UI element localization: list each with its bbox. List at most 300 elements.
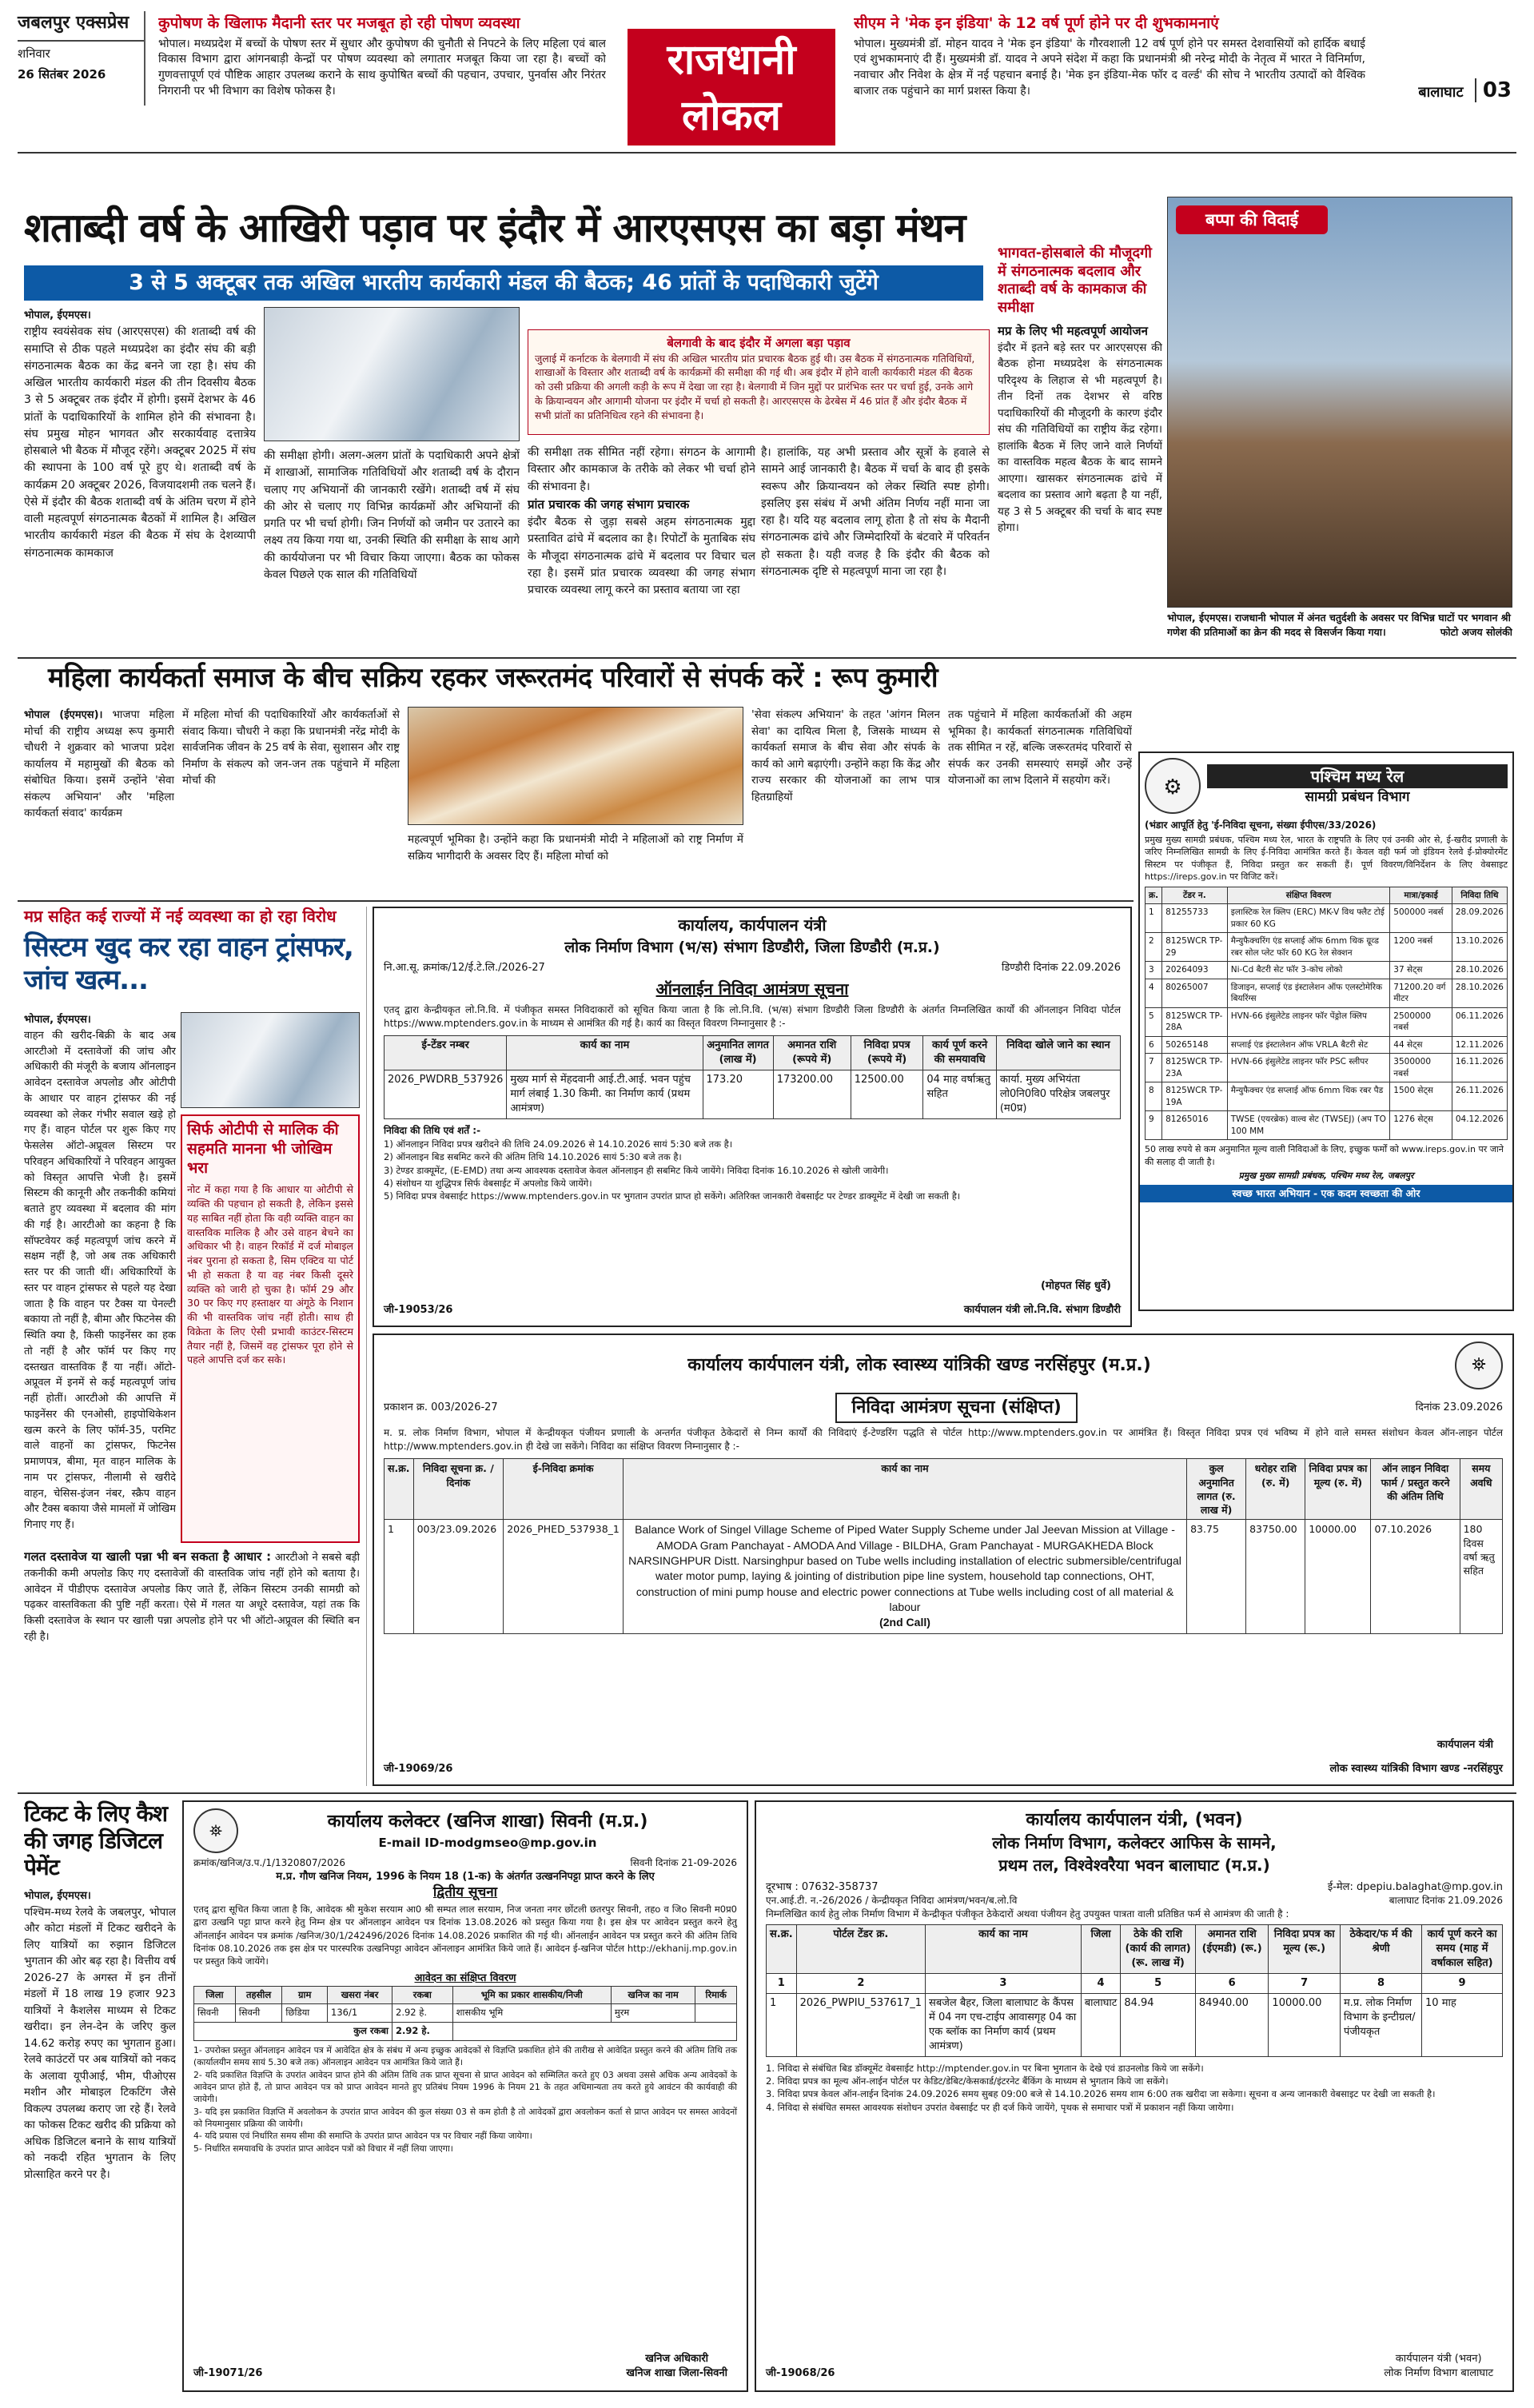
balaghat-header-cell-4: जिला (1081, 1925, 1121, 1974)
railway-cell: 5 (1146, 1007, 1162, 1036)
seoni-cell-1: सिवनी (194, 2004, 236, 2023)
railway-cell: 6 (1146, 1036, 1162, 1053)
narsinghpur-signer-dept: लोक स्वास्थ्य यांत्रिकी विभाग खण्ड -नरसिंहपुर (1329, 1763, 1503, 1776)
narsinghpur-cell-9: 180 दिवस वर्षा ऋतु सहित (1460, 1520, 1502, 1633)
vahan-body-2: आरटीओ ने सबसे बड़ी तकनीकी कमी अपलोड किए गए दस्तावेजों की वास्तविक जांच नहीं होने को बताया है। आवेदन में पीडीएफ दस्तावेज अपलोड किए जाते हैं, लेकिन सिस्टम उनकी सामग्री को पढ़कर वास्तविकता की पुष्टि नहीं करता। ऐसे में गलत या अधूरे दस्तावेज, यहां तक कि किसी दस्तावेज के स्थान पर खाली पन्ना अपलोड होने पर भी ऑटो-अप्रूवल की स्थिति बन रही है। (24, 1552, 360, 1643)
balaghat-header-cell-1: स.क्र. (767, 1925, 797, 1974)
balaghat-note-1: 1. निविदा से संबंधित बिड डॉक्यूमेंट वेबसाईट http://mptender.gov.in पर बिना भुगतान के देखे एवं डाउनलोड किये जा सकेंगे। (766, 2062, 1204, 2074)
paper-name: जबलपुर एक्सप्रेस (18, 11, 144, 42)
railway-row (1146, 1111, 1508, 1140)
dindori-signer: (मोहपत सिंह धुर्वे) (1040, 1280, 1111, 1293)
logo-line-1: राजधानी (667, 36, 796, 84)
railway-cell: 8 (1146, 1082, 1162, 1111)
balaghat-office: कार्यालय कार्यपालन यंत्री, (भवन) (1026, 1810, 1243, 1830)
railway-cell: Ni-Cd बैटरी सेट फॉर 3-कोच लोको (1227, 962, 1390, 979)
balaghat-column-number-2: 2 (796, 1973, 925, 1993)
railway-cell: 12.11.2026 (1452, 1036, 1507, 1053)
railway-cell: 1 (1146, 904, 1162, 933)
dindori-header-cell-7: निविदा खोले जाने का स्थान (996, 1036, 1120, 1070)
rule-4 (18, 1792, 1516, 1794)
balaghat-phone: दूरभाष : 07632-358737 (766, 1880, 879, 1893)
narsinghpur-cell-7: 10000.00 (1305, 1520, 1371, 1633)
railway-cell: मैन्युफैक्चर एंड सप्लाई ऑफ 6mm थिक रबर पैड (1227, 1082, 1390, 1111)
dindori-intro: एतद् द्वारा केन्द्रीयकृत लो.नि.वि. में पंजीकृत समस्त निविदाकारों को सूचित किया जाता है कि लो.नि.वि. (भ/स) संभाग डिण्डौरी जिला डिण्डौरी के अंतर्गत निम्नलिखित कार्यों की ऑनलाइन निविदा पोर्टल https://www.mptenders.gov.in के माध्यम से आमंत्रित की गई है। कार्य का विस्तृत विवरण निम्नानुसार है :- (384, 1004, 1121, 1030)
seoni-title: द्वितीय सूचना (432, 1884, 498, 1901)
balaghat-cell-7: 10000.00 (1269, 1993, 1341, 2056)
balaghat-column-number-9: 9 (1422, 1973, 1503, 1993)
balaghat-note-4: 4. निविदा से संबंधित समस्त आवश्यक संशोधन उपरांत वेबसाईट पर ही दर्ज किये जायेंगे, पृथक से समाचार पत्रों में प्रकाशन नहीं किया जायेगा। (766, 2101, 1234, 2113)
mahila-column-1 (24, 707, 174, 895)
vahan-photo (181, 1012, 360, 1108)
teaser-right-title: सीएम ने 'मेक इन इंडिया' के 12 वर्ष पूर्ण होने पर दी शुभकामनाएं (854, 14, 1219, 32)
seoni-rule: म.प्र. गौण खनिज नियम, 1996 के नियम 18 (1-क) के अंतर्गत उत्खननिपट्टा प्राप्त करने के लिए (276, 1870, 655, 1883)
balaghat-cell-1: 1 (767, 1993, 797, 2056)
masthead-dateblock (18, 11, 145, 106)
railway-cell: HVN-66 इंसुलेटेड लाइनर फॉर पेंड्रोल क्लिप (1227, 1007, 1390, 1036)
railway-row (1146, 979, 1508, 1007)
balaghat-header-cell-8: ठेकेदार/फ र्म की श्रेणी (1340, 1925, 1421, 1974)
balaghat-intro: निम्नलिखित कार्य हेतु लोक निर्माण विभाग में केन्द्रीकृत पंजीकृत ठेकेदारों अथवा पंजीयन हेतु उपयुक्त पात्रता वाली प्रतिष्ठित फर्म से आमंत्रण की जाती है : (766, 1908, 1289, 1920)
railway-cell: 50265148 (1162, 1036, 1228, 1053)
dindori-date: डिण्डौरी दिनांक 22.09.2026 (1001, 961, 1121, 974)
seoni-header-cell-2: तहसील (235, 1986, 282, 2004)
narsinghpur-cell-2: 003/23.09.2026 (413, 1520, 504, 1633)
railway-cell: 1276 सेट्स (1390, 1111, 1452, 1140)
balaghat-address: प्रथम तल, विश्वेश्वरैया भवन बालाघाट (म.प्र.) (998, 1855, 1270, 1875)
narsinghpur-code: जी-19069/26 (384, 1763, 453, 1776)
balaghat-header-cell-5: ठेके की राशि (कार्य की लागत) (रू. लाख में) (1121, 1925, 1196, 1974)
mahila-dateline: भोपाल (ईएमएस)। (24, 709, 103, 721)
dindori-cell-6: 04 माह वर्षाऋतु सहित (923, 1070, 996, 1119)
dindori-header-cell-4: अमानत राशि (रूपये में) (773, 1036, 851, 1070)
railway-cell: 2500000 नबर्स (1390, 1007, 1452, 1036)
vahan-box-body: नोट में कहा गया है कि आधार या ओटीपी से व्यक्ति की पहचान हो सकती है, लेकिन इससे यह साबित नहीं होता कि वही व्यक्ति वाहन का वास्तविक मालिक है और उसे वाहन बेचने का अधिकार भी है। वाहन रिकॉर्ड में दर्ज मोबाइल नंबर पुराना हो सकता है, सिम एक्टिव या पोर्ट भी हो सकता है या वह नंबर किसी दूसरे व्यक्ति को जारी हो चुका है। फॉर्म 29 और 30 पर किए गए हस्ताक्षर या अंगूठे के निशान की भी वास्तविक जांच नहीं होती। साथ ही विक्रेता के लिए ऐसी प्रभावी काउंटर-सिस्टम तैयार नहीं है, जिसमें वह ट्रांसफर पूरा होने से पहले आपत्ति दर्ज कर सके। (187, 1183, 353, 1366)
narsinghpur-title: निविदा आमंत्रण सूचना (संक्षिप्त) (835, 1393, 1077, 1423)
rss-meeting-photo (264, 307, 520, 441)
seoni-header-cell-7: खनिज का नाम (611, 1986, 695, 2004)
balaghat-dept: लोक निर्माण विभाग, कलेक्टर आफिस के सामने, (992, 1833, 1277, 1853)
balaghat-header-cell-7: निविदा प्रपत्र का मूल्य (रू.) (1269, 1925, 1341, 1974)
lead-side-text: इंदौर में इतने बड़े स्तर पर आरएसएस की बैठक होना मध्यप्रदेश के संगठनात्मक परिदृश्य के लिहाज से भी महत्वपूर्ण है। तीन दिनों तक देशभर से वरिष्ठ पदाधिकारियों की मौजूदगी के कारण इंदौर संघ की गतिविधियों का राष्ट्रीय केंद्र रहेगा। हालांकि बैठक में लिए जाने वाले निर्णयों का वास्तविक महत्व बैठक के बाद सामने आएगा। खासकर संगठनात्मक ढांचे में बदलाव का प्रस्ताव आगे बढ़ता है या नहीं, यह 3 से 5 अक्टूबर की चर्चा के बाद स्पष्ट होगा। (998, 341, 1162, 535)
narsinghpur-cell-5: 83.75 (1187, 1520, 1246, 1633)
lead-column-1 (24, 307, 256, 651)
vahan-body-1: वाहन की खरीद-बिक्री के बाद अब आरटीओ में दस्तावेजों की जांच और अधिकारी की मंजूरी के बजाय ऑनलाइन आवेदन दस्तावेज अपलोड और ओटीपी के आधार पर वाहन ट्रांसफर की नई व्यवस्था को लेकर गंभीर सवाल खड़े हो गए हैं। वाहन पोर्टल पर शुरू किए गए फेसलेस ऑटो-अप्रूवल सिस्टम पर परिवहन अधिकारियों ने परिवहन आयुक्त को विस्तृत आपत्ति भेजी है। इसमें सिस्टम की कानूनी और तकनीकी कमियां बताते हुए व्यवस्था में बदलाव की मांग की गई है। आरटीओ का कहना है कि सॉफ्टवेयर कई महत्वपूर्ण जांच करने में सक्षम नहीं है, जो अब तक अधिकारी स्तर पर की जाती थीं। अधिकारियों के स्तर पर वाहन ट्रांसफर से पहले यह देखा जाता है कि वाहन पर टैक्स या पेनल्टी बकाया तो नहीं है, बीमा और फिटनेस की स्थिति क्या है, किसी फाइनेंसर का हक तो नहीं है और फॉर्म पर किए गए दस्तखत वास्तविक हैं या नहीं। ऑटो-अप्रूवल में इनमें से कई महत्वपूर्ण जांच नहीं होतीं। आरटीओ की आपत्ति में फाइनेंसर की एनओसी, हाइपोथिकेशन खत्म करने के लिए फॉर्म-35, परमिट वाले वाहनों का ट्रांसफर, फिटनेस प्रमाणपत्र, बीमा, मृत वाहन मालिक के नाम पर ट्रांसफर, नीलामी से खरीदे वाहन, चेसिस-इंजन नंबर, स्क्रैप वाहन और टैक्स बकाया जैसे मामलों में जोखिम गिनाए गए हैं। (24, 1029, 176, 1531)
railway-intro: प्रमुख मुख्य सामग्री प्रबंधक, पश्चिम मध्य रेल, भारत के राष्ट्रपति के लिए एवं उनकी ओर से, ई-खरीद प्रणाली के जरिए निम्नलिखित सामग्री के लिए ई-निविदा आमंत्रित करते हैं। केवल वही फर्म जो इंडियन रेलवे ई-प्रोक्योरमेंट सिस्टम पर पंजीकृत हैं, निविदा प्रस्तुत कर सकती हैं। पूर्ण विवरण/विनिर्देशन के लिए वेबसाइट https://ireps.gov.in पर विजिट करें। (1145, 834, 1508, 883)
narsinghpur-cell-3: 2026_PHED_537938_1 (504, 1520, 624, 1633)
narsinghpur-header-cell-2: निविदा सूचना क्र. / दिनांक (413, 1459, 504, 1520)
railway-org: पश्चिम मध्य रेल (1207, 764, 1508, 788)
balaghat-column-number-4: 4 (1081, 1973, 1121, 1993)
mahila-column-4 (751, 707, 940, 895)
dindori-cell-2: मुख्य मार्ग से मेंहदवानी आई.टी.आई. भवन पहुंच मार्ग लंबाई 1.30 किमी. का निर्माण कार्य (प्रथम आमंत्रण) (507, 1070, 703, 1119)
teaser-left-body: भोपाल। मध्यप्रदेश में बच्चों के पोषण स्तर में सुधार और कुपोषण की चुनौती से निपटने के लिए महिला एवं बाल विकास विभाग द्वारा आंगनबाड़ी केन्द्रों पर पोषण व्यवस्था को लगातार मजबूत किया जा रहा है। बच्चों को गुणवत्तापूर्ण एवं पौष्टिक आहार उपलब्ध कराने के साथ कुपोषित बच्चों की पहचान, उपचार, पुनर्वास और निरंतर निगरानी पर भी विभाग का विशेष फोकस है। (158, 37, 606, 98)
narsinghpur-header-cell-5: कुल अनुमानित लागत (रु. लाख में) (1187, 1459, 1246, 1520)
teaser-left-title: कुपोषण के खिलाफ मैदानी स्तर पर मजबूत हो रही पोषण व्यवस्था (158, 14, 520, 32)
seoni-cell-7: मुरम (611, 2004, 695, 2023)
dindori-header-cell-5: निविदा प्रपत्र (रूपये में) (851, 1036, 923, 1070)
railway-cell: 3500000 नबर्स (1390, 1054, 1452, 1082)
vahan-highlight-box (181, 1114, 360, 1543)
issue-date: 26 सितंबर 2026 (18, 66, 106, 82)
seoni-emblem-icon: ⛯ (193, 1808, 238, 1853)
railway-note: 50 लाख रुपये से कम अनुमानित मूल्य वाली निविदाओं के लिए, इच्छुक फर्मों को www.ireps.gov.in पर जाने की सलाह दी जाती है। (1145, 1144, 1504, 1167)
dindori-signature (1041, 1279, 1111, 1294)
balaghat-cell-2: 2026_PWPIU_537617_1 (796, 1993, 925, 2056)
railway-row (1146, 933, 1508, 962)
mahila-col3-text: महत्वपूर्ण भूमिका है। उन्होंने कहा कि प्रधानमंत्री मोदी ने महिलाओं को राष्ट्र निर्माण में सक्रिय भागीदारी के अवसर दिए हैं। महिला मोर्चा को (408, 833, 743, 863)
narsinghpur-call-note: (2nd Call) (879, 1616, 930, 1629)
vahan-kicker: मप्र सहित कई राज्यों में नई व्यवस्था का हो रहा विरोध (24, 907, 337, 926)
narsinghpur-header-cell-9: समय अवधि (1460, 1459, 1502, 1520)
lead-column-2 (264, 448, 520, 649)
narsinghpur-cell-6: 83750.00 (1246, 1520, 1305, 1633)
balaghat-table-row (767, 1993, 1503, 2056)
teaser-left (158, 14, 606, 109)
narsinghpur-ref: प्रकाशन क्र. 003/2026-27 (384, 1401, 498, 1414)
lead-col1-text: राष्ट्रीय स्वयंसेवक संघ (आरएसएस) की शताब्दी वर्ष की समाप्ति से ठीक पहले मध्यप्रदेश का इंदौर संघ की बड़ी संगठनात्मक बैठक का केंद्र बनने जा रहा है। संघ की अखिल भारतीय कार्यकारी मंडल की तीन दिवसीय बैठक 3 से 5 अक्टूबर तक इंदौर में होगी। इसमें देशभर के 46 प्रांतों के पदाधिकारियों के शामिल होने की संभावना है। संघ प्रमुख मोहन भागवत और सरकार्यवाह दत्तात्रेय होसबाले भी बैठक में मौजूद रहेंगे। अक्टूबर 2025 में संघ की स्थापना के 100 वर्ष पूरे हुए थे। शताब्दी वर्ष के कार्यक्रम 20 अक्टूबर 2026, विजयादशमी तक चलने हैं। ऐसे में इंदौर की बैठक शताब्दी वर्ष के अंतिम चरण में होने वाली महत्वपूर्ण संगठनात्मक बैठकों में शामिल है। अखिल भारतीय कार्यकारी मंडल की बैठक में संघ के देशव्यापी संगठनात्मक कामकाज (24, 325, 256, 560)
lead-column-3 (528, 445, 755, 649)
balaghat-signature (1384, 2352, 1493, 2381)
seoni-header-cell-4: खसरा नंबर (328, 1986, 392, 2004)
dindori-dept: लोक निर्माण विभाग (भ/स) संभाग डिण्डौरी, जिला डिण्डौरी (म.प्र.) (564, 938, 940, 956)
seoni-code: जी-19071/26 (193, 2367, 263, 2380)
dindori-code: जी-19053/26 (384, 1304, 453, 1317)
narsinghpur-date: दिनांक 23.09.2026 (1415, 1401, 1503, 1414)
balaghat-table-numbers (767, 1973, 1503, 1993)
lead-col3b-text: इंदौर बैठक से जुड़ा सबसे अहम संगठनात्मक मुद्दा प्रस्तावित ढांचे में बदलाव का है। रिपोर्टों के मुताबिक संघ के मौजूदा संगठनात्मक ढांचे में बदलाव पर विचार चल रहा है। इसमें प्रांत प्रचारक व्यवस्था की जगह संभाग प्रचारक व्यवस्था लागू करने का प्रस्ताव बताया जा रहा (528, 516, 755, 597)
seoni-cell-8 (695, 2004, 737, 2023)
dindori-dates-title: निविदा की तिथि एवं शर्तें :- (384, 1125, 481, 1137)
railway-cell: 8125WCR TP-29 (1162, 933, 1228, 962)
dindori-title: ऑनलाईन निविदा आमंत्रण सूचना (655, 979, 849, 999)
railway-cell: 9 (1146, 1111, 1162, 1140)
vahan-column-1 (24, 1012, 176, 1543)
railway-header (1140, 753, 1512, 819)
balaghat-cell-6: 84940.00 (1195, 1993, 1269, 2056)
narsinghpur-cell-4: Balance Work of Singel Village Scheme of Piped Water Supply Scheme under Jal Jeevan Mission at Village - AMODA Gram Panchayat - AMODA And Village - BILDHA, Gram Panchayat - MURGAKHEDA Block NARSINGHPUR Distt. Narsinghpur based on Tube wells including installation of electric submersible/centrifugal water motor pump, laying & jointing of distribution pipe line system, household tap connections, OHT, construction of mini pump house and electric power connections at Tube wells including cost of all material & labour (2nd Call) (623, 1520, 1186, 1633)
teaser-right (854, 14, 1365, 134)
mahila-column-3 (408, 831, 743, 895)
lead-strap: 3 से 5 अक्टूबर तक अखिल भारतीय कार्यकारी मंडल की बैठक; 46 प्रांतों के पदाधिकारी जुटेंगे (24, 265, 983, 301)
railway-table-body (1146, 904, 1508, 1140)
dindori-cell-3: 173.20 (703, 1070, 773, 1119)
dindori-cell-7: कार्या. मुख्य अभियंता लो0नि0वि0 परिक्षेत्र जबलपुर (म0प्र) (996, 1070, 1120, 1119)
seoni-cell-5: 2.92 हे. (392, 2004, 453, 2023)
balaghat-column-number-3: 3 (926, 1973, 1082, 1993)
railway-cell: सप्लाई एंड इंस्टालेशन ऑफ VRLA बैटरी सेट (1227, 1036, 1390, 1053)
balaghat-notes (766, 2062, 1503, 2114)
lead-col2-text: की समीक्षा होगी। अलग-अलग प्रांतों के पदाधिकारी अपने क्षेत्रों में शाखाओं, सामाजिक गतिविधियों और शताब्दी वर्ष के दौरान चलाए गए अभियानों की जानकारी रखेंगे। शताब्दी वर्ष में संघ की ओर से चलाए गए विभिन्न कार्यक्रमों और अभियानों की प्रगति पर भी चर्चा होगी। जिन निर्णयों को जमीन पर उतारने का लक्ष्य तय किया गया था, उनकी स्थिति की समीक्षा के साथ आगे की कार्ययोजना पर भी विचार किया जाएगा। बैठक का फोकस केवल पिछले एक साल की गतिविधियों (264, 449, 520, 581)
seoni-conditions (193, 2044, 737, 2155)
dindori-header-cell-2: कार्य का नाम (507, 1036, 703, 1070)
narsinghpur-signer-title: कार्यपालन यंत्री (1436, 1739, 1493, 1752)
ticket-headline: टिकट के लिए कैश की जगह डिजिटल पेमेंट (24, 1800, 167, 1881)
lead-dateline: भोपाल, ईएमएस। (24, 309, 91, 321)
dindori-signer-title: कार्यपालन यंत्री लो.नि.वि. संभाग डिण्डौरी (963, 1304, 1121, 1317)
seoni-body: एतद् द्वारा सूचित किया जाता है कि, आवेदक श्री मुकेश सरयाम आ0 श्री सम्पत लाल सरयाम, निज जनता नगर छोंटली छतरपुर सिवनी, तहo व जिo सिवनी म0प्र0 द्वारा उत्खनि पट्टा प्राप्त करने हेतु निम्न क्षेत्र पर ऑनलाइन आवेदन पत्र दिनांक 13.08.2026 को प्रस्तुत किया गया है। इस क्षेत्र पर आवेदन प्रस्तुत करने हेतु ऑनलाईन आवेदन पत्र क्रमांक /खनिज/30/1/242496/2026 दिनांक 14.08.2026 प्रकाशित की गई थी। ऑनलाईन आवेदन पत्र प्रस्तुत करने की अंतिम तिथि दिनांक 08.10.2026 तक इस क्षेत्र पर पारस्परिक उत्खनिपट्टा आवेदन ऑनलाइन आमंत्रित किये जाते हैं। आवेदन ई-खनिज पोर्टल http://ekhanij.mp.gov.in पर प्रस्तुत किये जायेंगे। (193, 1903, 737, 1967)
dindori-table-header (384, 1036, 1121, 1070)
balaghat-tender-ad (755, 1800, 1514, 2392)
balaghat-signer-dept: लोक निर्माण विभाग बालाघाट (1384, 2367, 1493, 2380)
narsinghpur-header-cell-3: ई-निविदा क्रमांक (504, 1459, 624, 1520)
balaghat-ref: एन.आई.टी. न.-26/2026 / केन्द्रीयकृत निविदा आमंत्रण/भवन/ब.लो.वि (766, 1895, 1018, 1907)
seoni-condition-3: 3- यदि इस प्रकाशित विज्ञप्ति में अवलोकन के उपरांत प्राप्त आवेदन की कुल संख्या 03 से कम होती है तो आवेदकों द्वारा अवलोकन कर्ता से प्राप्त आवेदन पर समस्त आवेदनों को नियमानुसार प्रक्रिया की जायेगी। (193, 2106, 737, 2130)
seoni-cell-6: शासकीय भूमि (452, 2004, 611, 2023)
dindori-header-cell-1: ई-टेंडर नम्बर (384, 1036, 507, 1070)
balaghat-cell-9: 10 माह (1422, 1993, 1503, 2056)
narsinghpur-cell-1: 1 (384, 1520, 414, 1633)
railway-cell: TWSE (एयरब्रेक) वाल्व सेट (TWSEJ) (अप TO 100 MM (1227, 1111, 1390, 1140)
balaghat-column-number-6: 6 (1195, 1973, 1269, 1993)
railway-slogan: स्वच्छ भारत अभियान - एक कदम स्वच्छता की ओर (1140, 1185, 1512, 1202)
railway-row (1146, 904, 1508, 933)
railway-cell: 8125WCR TP-19A (1162, 1082, 1228, 1111)
railway-cell: 44 सेट्स (1390, 1036, 1452, 1053)
railway-cell: 3 (1146, 962, 1162, 979)
lead-side-title: भागवत-होसबाले की मौजूदगी में संगठनात्मक बदलाव और शताब्दी वर्ष के कामकाज की समीक्षा (998, 245, 1152, 316)
railway-cell: 20264093 (1162, 962, 1228, 979)
railway-cell: 81265016 (1162, 1111, 1228, 1140)
lead-headline: शताब्दी वर्ष के आखिरी पड़ाव पर इंदौर में आरएसएस का बड़ा मंथन (24, 205, 966, 251)
narsinghpur-table-header (384, 1459, 1503, 1520)
narsinghpur-header-cell-6: धरोहर राशि (रु. में) (1246, 1459, 1305, 1520)
balaghat-header-cell-3: कार्य का नाम (926, 1925, 1082, 1974)
seoni-cell-3: छिडिया (282, 2004, 328, 2023)
railway-cell: 8125WCR TP-28A (1162, 1007, 1228, 1036)
bappa-tag: बप्पा की विदाई (1176, 205, 1328, 234)
railway-cell: 37 सेट्स (1390, 962, 1452, 979)
railway-cell: 4 (1146, 979, 1162, 1007)
railway-cell: 28.10.2026 (1452, 979, 1507, 1007)
narsinghpur-header-cell-1: स.क्र. (384, 1459, 414, 1520)
mahila-column-5 (948, 707, 1132, 895)
railway-row (1146, 1054, 1508, 1082)
seoni-table (193, 1986, 737, 2042)
railway-row (1146, 962, 1508, 979)
seoni-table-header (194, 1986, 737, 2004)
railway-header-cell-4: मात्रा/इकाई (1390, 887, 1452, 903)
balaghat-header-cell-9: कार्य पूर्ण करने का समय (माह में वर्षाकाल सहित) (1422, 1925, 1503, 1974)
railway-header-cell-5: निविदा तिथि (1452, 887, 1507, 903)
narsinghpur-header-cell-4: कार्य का नाम (623, 1459, 1186, 1520)
balaghat-column-number-1: 1 (767, 1973, 797, 1993)
rule-2 (18, 657, 1516, 659)
balaghat-column-number-7: 7 (1269, 1973, 1341, 1993)
seoni-total-label: कुल रकबा (194, 2023, 392, 2041)
bappa-caption-text: भोपाल, ईएमएस। राजधानी भोपाल में अंनत चतुर्दशी के अवसर पर विभिन्न घाटों पर भगवान श्री गणेश की प्रतिमाओं का क्रेन की मदद से विसर्जन किया गया। (1167, 612, 1511, 638)
balaghat-column-number-5: 5 (1121, 1973, 1196, 1993)
balaghat-table (766, 1924, 1503, 2057)
photo-credit: फोटो अजय सोलंकी (1440, 625, 1512, 638)
railway-cell: 80265007 (1162, 979, 1228, 1007)
balaghat-date: बालाघाट दिनांक 21.09.2026 (1389, 1895, 1503, 1907)
seoni-signer-dept: खनिज शाखा जिला-सिवनी (626, 2367, 727, 2380)
seoni-condition-4: 4- यदि प्रयास एवं निर्धारित समय सीमा की समाप्ति के उपरांत प्राप्त आवेदन पत्र पर विचार नहीं किया जायेगा। (193, 2131, 532, 2142)
balaghat-code: जी-19068/26 (766, 2367, 835, 2380)
balaghat-cell-3: सबजेल बैहर, जिला बालाघाट के कैंपस में 04 नग एच-टाईप आवासगृह 04 का एक ब्लॉक का निर्माण कार्य (प्रथम आमंत्रण) (926, 1993, 1082, 2056)
mp-emblem-icon: ⛯ (1455, 1342, 1503, 1389)
railway-cell: 500000 नबर्स (1390, 904, 1452, 933)
railway-cell: 81255733 (1162, 904, 1228, 933)
railway-table (1145, 887, 1508, 1140)
balaghat-header-cell-6: अमानत राशि (ईएमडी) (रू.) (1195, 1925, 1269, 1974)
railway-cell: इलास्टिक रेल क्लिप (ERC) MK-V विथ फ्लैट टोई प्रकार 60 KG (1227, 904, 1390, 933)
ticket-story (24, 1800, 176, 2392)
balaghat-note-3: 3. निविदा प्रपत्र केवल ऑन-लाईन दिनांक 24.09.2026 समय सुबह 09:00 बजे से 14.10.2026 समय शाम 6:00 तक खरीदा जा सकेगा। सूचना व अन्य जानकारी वेबसाइट पर देखी जा सकती है। (766, 2088, 1436, 2100)
seoni-condition-2: 2- यदि प्रकाशित विज्ञप्ति के उपरांत आवेदन प्राप्त होने की अंतिम तिथि तक प्राप्त सूचना से प्राप्त आवेदन को सम्मिलित करते हुए 03 अथवा उससे अधिक अन्य आवेदकों के आवेदन प्राप्त होते हैं, तो प्राप्त आवेदन पत्र को प्राप्त आवेदन मानते हुए प्रतिबंध नियम 1996 के नियम 21 के तहत अधिमान्यता तय करते हुये आवंटन की कार्यवाही की जायेगी। (193, 2069, 737, 2105)
seoni-header-cell-5: रकबा (392, 1986, 453, 2004)
dindori-header-cell-3: अनुमानित लागत (लाख में) (703, 1036, 773, 1070)
district-label: बालाघाट (1418, 84, 1464, 101)
narsinghpur-table-row (384, 1520, 1503, 1633)
balaghat-email: ई-मेल: dpepiu.balaghat@mp.gov.in (1327, 1880, 1503, 1893)
dindori-date-item-4: 4) संशोधन या शुद्धिपत्र सिर्फ वेबसाईट में अपलोड किये जायेंगे। (384, 1178, 592, 1190)
seoni-condition-5: 5- निर्धारित समयावधि के उपरांत प्राप्त आवेदन पत्रों को विचार में नहीं लिया जाएगा। (193, 2143, 453, 2154)
dindori-dates-list (384, 1138, 1121, 1203)
railway-cell: 26.11.2026 (1452, 1082, 1507, 1111)
railway-header-cell-1: क्र. (1146, 887, 1162, 903)
vahan-box-title: सिर्फ ओटीपी से मालिक की सहमति मानना भी जोखिम भरा (187, 1121, 339, 1177)
railway-cell: 13.10.2026 (1452, 933, 1507, 962)
narsinghpur-table (384, 1458, 1503, 1633)
rule-3 (18, 900, 1134, 902)
railway-row (1146, 1007, 1508, 1036)
bappa-caption (1167, 611, 1512, 651)
lead-side-column (998, 245, 1162, 651)
dindori-table-row (384, 1070, 1121, 1119)
ticket-dateline: भोपाल, ईएमएस। (24, 1889, 91, 1902)
seoni-office: कार्यालय कलेक्टर (खनिज शाखा) सिवनी (म.प्र.) (327, 1812, 648, 1832)
mahila-column-2 (182, 707, 400, 895)
dindori-header-cell-6: कार्य पूर्ण करने की समयावधि (923, 1036, 996, 1070)
balaghat-cell-5: 84.94 (1121, 1993, 1196, 2056)
railway-cell: 28.09.2026 (1452, 904, 1507, 933)
balaghat-table-header (767, 1925, 1503, 1974)
railway-dept: सामग्री प्रबंधन विभाग (1305, 789, 1410, 806)
mahila-col5-text: तक पहुंचाने में महिला कार्यकर्ताओं की अहम भूमिका है। कार्यकर्ता संगठनात्मक गतिविधियों तक सीमित न रहें, बल्कि जरूरतमंद परिवारों से संपर्क कर उनकी समस्याएं समझें और उन्हें योजनाओं का लाभ दिलाने में सहयोग करें। (948, 708, 1132, 787)
lead-col3-subhead: प्रांत प्रचारक की जगह संभाग प्रचारक (528, 496, 690, 512)
tender-dindori-ad (373, 907, 1132, 1327)
railway-tender-ad (1138, 752, 1514, 1311)
railway-cell: 7 (1146, 1054, 1162, 1082)
railway-cell: डिजाइन, सप्लाई एंड इंस्टालेशन ऑफ एलस्टोमेरिक बियरिंग्स (1227, 979, 1390, 1007)
vahan-dateline: भोपाल, ईएमएस। (24, 1014, 91, 1026)
logo-line-2: लोकल (682, 92, 781, 140)
mahila-col2-text: में महिला मोर्चा की पदाधिकारियों और कार्यकर्ताओं से संवाद किया। चौधरी ने कहा कि प्रधानमंत्री नरेंद्र मोदी के सार्वजनिक जीवन के 25 वर्ष के सेवा, सुशासन और राष्ट्र निर्माण के संकल्प को जन-जन तक पहुंचाने में महिला मोर्चा की (182, 708, 400, 787)
dindori-date-item-3: 3) टेण्डर डाक्यूमेंट, (E-EMD) तथा अन्य आवश्यक दस्तावेज केवल ऑनलाइन ही सबमिट किये जायेंगे। निविदा दिनांक 16.10.2026 से खोली जावेगी। (384, 1164, 889, 1176)
vahan-headline: सिस्टम खुद कर रहा वाहन ट्रांसफर, जांच खत्म... (24, 931, 353, 996)
ticket-body: पश्चिम-मध्य रेलवे के जबलपुर, भोपाल और कोटा मंडलों में टिकट खरीदने के लिए यात्रियों का रुझान डिजिटल भुगतान की ओर बढ़ रहा है। वित्तीय वर्ष 2026-27 के अगस्त में इन तीनों मंडलों में 18 लाख 19 हजार 923 यात्रियों ने कैशलेस माध्यम से टिकट खरीदा। इन लेन-देन के जरिए कुल 14.62 करोड़ रुपए का भुगतान हुआ। रेलवे काउंटरों पर अब यात्रियों को नकद के अलावा यूपीआई, भीम, पीओएस मशीन और मोबाइल टिकटिंग जैसे विकल्प उपलब्ध कराए जा रहे हैं। रेलवे का फोकस टिकट खरीद की प्रक्रिया को अधिक डिजिटल बनाने के साथ यात्रियों को नकदी रहित भुगतान के लिए प्रोत्साहित करने पर है। (24, 1905, 176, 2181)
lead-col4-text: है। हालांकि, यह अभी प्रस्ताव और सूत्रों के हवाले से सामने आई जानकारी है। बैठक में चर्चा के बाद ही इसके स्वरूप और क्रियान्वयन को लेकर स्थिति स्पष्ट होगी। इसलिए इस संबंध में अभी अंतिम निर्णय नहीं माना जा रहा है। यदि यह बदलाव लागू होता है तो संघ के मैदानी संगठनात्मक ढांचे और जिम्मेदारियों के बंटवारे में परिवर्तन हो सकता है। यही वजह है कि इंदौर की बैठक को संगठनात्मक दृष्टि से महत्वपूर्ण माना जा रहा है। (761, 446, 990, 578)
divider-vahan (366, 907, 367, 1786)
tender-narsinghpur-ad (373, 1334, 1514, 1786)
seoni-header-cell-6: भूमि का प्रकार शासकीय/निजी (452, 1986, 611, 2004)
seoni-total-value: 2.92 हे. (392, 2023, 453, 2041)
seoni-email: E-mail ID-modgmseo@mp.gov.in (378, 1835, 597, 1850)
balaghat-header-cell-2: पोर्टल टेंडर क्र. (796, 1925, 925, 1974)
seoni-table-row (194, 2004, 737, 2023)
balaghat-signer: कार्यपालन यंत्री (भवन) (1395, 2353, 1482, 2366)
seoni-ref: क्रमांक/खनिज/उ.प./1/1320807/2026 (193, 1857, 346, 1868)
balaghat-column-number-8: 8 (1340, 1973, 1421, 1993)
balaghat-note-2: 2. निविदा प्रपत्र का मूल्य ऑन-लाईन पोर्टल पर केडिट/डेबिट/केसकार्ड/इंटरनेट बैंकिंग के माध्यम से भुगतान किये जा सकेंगे। (766, 2075, 1169, 2087)
railway-row (1146, 1082, 1508, 1111)
lead-sidebox-title: बेलगावी के बाद इंदौर में अगला बड़ा पड़ाव (667, 336, 851, 350)
railway-cell: 2 (1146, 933, 1162, 962)
seoni-header-cell-8: रिमार्क (695, 1986, 737, 2004)
balaghat-cell-8: म.प्र. लोक निर्माण विभाग के इन्टीग्रल/ पंजीयकृत (1340, 1993, 1421, 2056)
dindori-cell-5: 12500.00 (851, 1070, 923, 1119)
railway-cell: 1200 नबर्स (1390, 933, 1452, 962)
seoni-date: सिवनी दिनांक 21-09-2026 (630, 1857, 737, 1868)
railway-header-cell-3: संक्षिप्त विवरण (1227, 887, 1390, 903)
railway-cell: 28.10.2026 (1452, 962, 1507, 979)
dindori-date-item-1: 1) ऑनलाइन निविदा प्रपत्र खरीदने की तिथि 24.09.2026 से 14.10.2026 सायं 5:30 बजे तक है। (384, 1138, 733, 1150)
railway-emblem-icon: ⚙ (1145, 758, 1201, 814)
mahila-col1-text: भाजपा महिला मोर्चा की राष्ट्रीय अध्यक्ष रूप कुमारी चौधरी ने शुक्रवार को भाजपा प्रदेश कार्यालय में महामुखों की बैठक को संबोधित किया। इसमें उन्होंने 'सेवा संकल्प अभियान' और 'महिला कार्यकर्ता संवाद' कार्यक्रम (24, 708, 174, 820)
lead-col3-text: की समीक्षा तक सीमित नहीं रहेगा। संगठन के आगामी विस्तार और कामकाज के तरीके को लेकर भी चर्चा होने की संभावना है। (528, 446, 755, 493)
railway-row (1146, 1036, 1508, 1053)
lead-sidebox (528, 329, 990, 435)
narsinghpur-cell-8: 07.10.2026 (1371, 1520, 1460, 1633)
narsinghpur-office: कार्यालय कार्यपालन यंत्री, लोक स्वास्थ्य यांत्रिकी खण्ड नरसिंहपुर (म.प्र.) (687, 1354, 1151, 1375)
railway-footer: प्रमुख मुख्य सामग्री प्रबंधक, पश्चिम मध्य रेल, जबलपुर (1238, 1170, 1414, 1182)
issue-day: शनिवार (18, 46, 50, 62)
dindori-cell-1: 2026_PWDRB_537926 (384, 1070, 507, 1119)
lead-side-subhead: मप्र के लिए भी महत्वपूर्ण आयोजन (998, 324, 1148, 338)
dindori-cell-4: 173200.00 (773, 1070, 851, 1119)
mahila-meeting-photo (408, 707, 743, 825)
narsinghpur-intro: म. प्र. लोक निर्माण विभाग, भोपाल में केन्द्रीयकृत पंजीयन प्रणाली के अन्तर्गत पंजीकृत ठेकेदारों से निम्न कार्यों की निविदाएं ई-टेण्डरिंग पद्धति से पोर्टल http://www.mptenders.gov.in पर आमंत्रित हैं। विस्तृत निविदा प्रपत्र एवं भविष्य में होने वाले समस्त संशोधन केवल ऑन-लाइन पोर्टल http://www.mptenders.gov.in ही देखे जा सकेंगे। निविदा का संक्षिप्त विवरण निम्नानुसार है :- (384, 1427, 1503, 1453)
dindori-date-item-2: 2) ऑनलाइन बिड सबमिट करने की अंतिम तिथि 14.10.2026 सायं 5:30 बजे तक है। (384, 1151, 682, 1163)
railway-cell: HVN-66 इंसुलेटेड लाइनर फॉर PSC स्लीपर (1227, 1054, 1390, 1082)
railway-subtitle: (भंडार आपूर्ति हेतु 'ई-निविदा सूचना, संख्या ईपीएस/33/2026) (1145, 819, 1377, 831)
seoni-header-cell-3: ग्राम (282, 1986, 328, 2004)
railway-cell: 71200.20 वर्ग मीटर (1390, 979, 1452, 1007)
railway-cell: 1500 सेट्स (1390, 1082, 1452, 1111)
page-number: 03 (1475, 78, 1512, 102)
vahan-header (24, 907, 360, 1011)
seoni-cell-4: 136/1 (328, 2004, 392, 2023)
lead-column-4 (761, 445, 990, 649)
narsinghpur-header-cell-7: निविदा प्रपत्र का मूल्य (रु. में) (1305, 1459, 1371, 1520)
section-logo (628, 29, 835, 146)
railway-cell: 16.11.2026 (1452, 1054, 1507, 1082)
lead-sidebox-body: जुलाई में कर्नाटक के बेलगावी में संघ की अखिल भारतीय प्रांत प्रचारक बैठक हुई थी। उस बैठक में संगठनात्मक गतिविधियों, शाखाओं के विस्तार और शताब्दी वर्ष के कार्यक्रमों की समीक्षा की गई थी। अब इंदौर में होने वाली कार्यकारी मंडल की बैठक को उसी प्रक्रिया की अगली कड़ी के रूप में देखा जा रहा है। बेलगावी में जिन मुद्दों पर प्रारंभिक स्तर पर चर्चा हुई, उनके आगे के क्रियान्वयन और आगामी योजना पर इंदौर में चर्चा हो सकती है। आरएसएस के ढेरबेस में 46 प्रांत हैं और इंदौर बैठक में सभी प्रांतों का प्रतिनिधित्व रहने की संभावना है। (535, 352, 975, 421)
railway-cell: मैन्युफैक्चरिंग एंड सप्लाई ऑफ 6mm थिक ग्रूव्ड रबर सोल प्लेट फॉर 60 KG रेल सेक्शन (1227, 933, 1390, 962)
teaser-right-body: भोपाल। मुख्यमंत्री डॉ. मोहन यादव ने 'मेक इन इंडिया' के गौरवशाली 12 वर्ष पूर्ण होने पर समस्त देशवासियों को हार्दिक बधाई एवं शुभकामनाएं दी हैं। मुख्यमंत्री डॉ. यादव ने अपने संदेश में कहा कि प्रधानमंत्री श्री नरेन्द्र मोदी के नेतृत्व में भारत ने विनिर्माण, नवाचार और निवेश के क्षेत्र में नई पहचान बनाई है। 'मेक इन इंडिया-मेक फॉर द वर्ल्ड' की सोच ने भारतीय उत्पादों को वैश्विक बाजार तक पहुंचाने का मार्ग प्रशस्त किया है। (854, 37, 1365, 98)
page-tag (1418, 77, 1512, 106)
dindori-office: कार्यालय, कार्यपालन यंत्री (678, 915, 827, 935)
vahan-subhead-2: गलत दस्तावेज या खाली पन्ना भी बन सकता है आधार : (24, 1549, 272, 1564)
seoni-khanij-ad (182, 1800, 748, 2392)
seoni-table-total (194, 2023, 737, 2041)
railway-header-cell-2: टेंडर न. (1162, 887, 1228, 903)
railway-cell: 8125WCR TP-23A (1162, 1054, 1228, 1082)
railway-cell: 04.12.2026 (1452, 1111, 1507, 1140)
vahan-column-2 (24, 1548, 360, 1788)
mahila-headline: महिला कार्यकर्ता समाज के बीच सक्रिय रहकर जरूरतमंद परिवारों से संपर्क करें : रूप कुमारी (48, 662, 938, 694)
masthead-rule (18, 152, 1516, 153)
seoni-header-cell-1: जिला (194, 1986, 236, 2004)
dindori-table (384, 1035, 1121, 1119)
seoni-cell-2: सिवनी (235, 2004, 282, 2023)
dindori-date-item-5: 5) निविदा प्रपत्र वेबसाईट https://www.mptenders.gov.in पर भुगतान उपरांत प्राप्त हो सकेंगे। अतिरिक्त जानकारी वेबसाईट पर टेण्डर डाक्यूमेंट में देखी जा सकती है। (384, 1190, 961, 1202)
seoni-signature (626, 2352, 727, 2381)
railway-table-header (1146, 887, 1508, 903)
mahila-col4-text: 'सेवा संकल्प अभियान' के तहत 'आंगन मिलन सेवा' का दायित्व मिला है, जिसके माध्यम से कार्यकर्ता समाज के बीच सेवा और संपर्क के कार्य को आगे बढ़ाएंगी। उन्होंने कहा कि केंद्र और राज्य सरकार की योजनाओं का लाभ पात्र हितग्राहियों (751, 708, 940, 803)
seoni-condition-1: 1- उपरोक्त प्रस्तुत ऑनलाइन आवेदन पत्र में आवेदित क्षेत्र के संबंध में अन्य इच्छुक आवेदकों से विज्ञप्ति प्रकाशित होने की तारीख से आवेदित प्रस्तुत करने की अंतिम तिथि तक (कार्यालयीन समय सायं 5.30 बजे तक) ऑनलाइन आवेदन पत्र आमंत्रित किये जाते हैं। (193, 2045, 737, 2068)
